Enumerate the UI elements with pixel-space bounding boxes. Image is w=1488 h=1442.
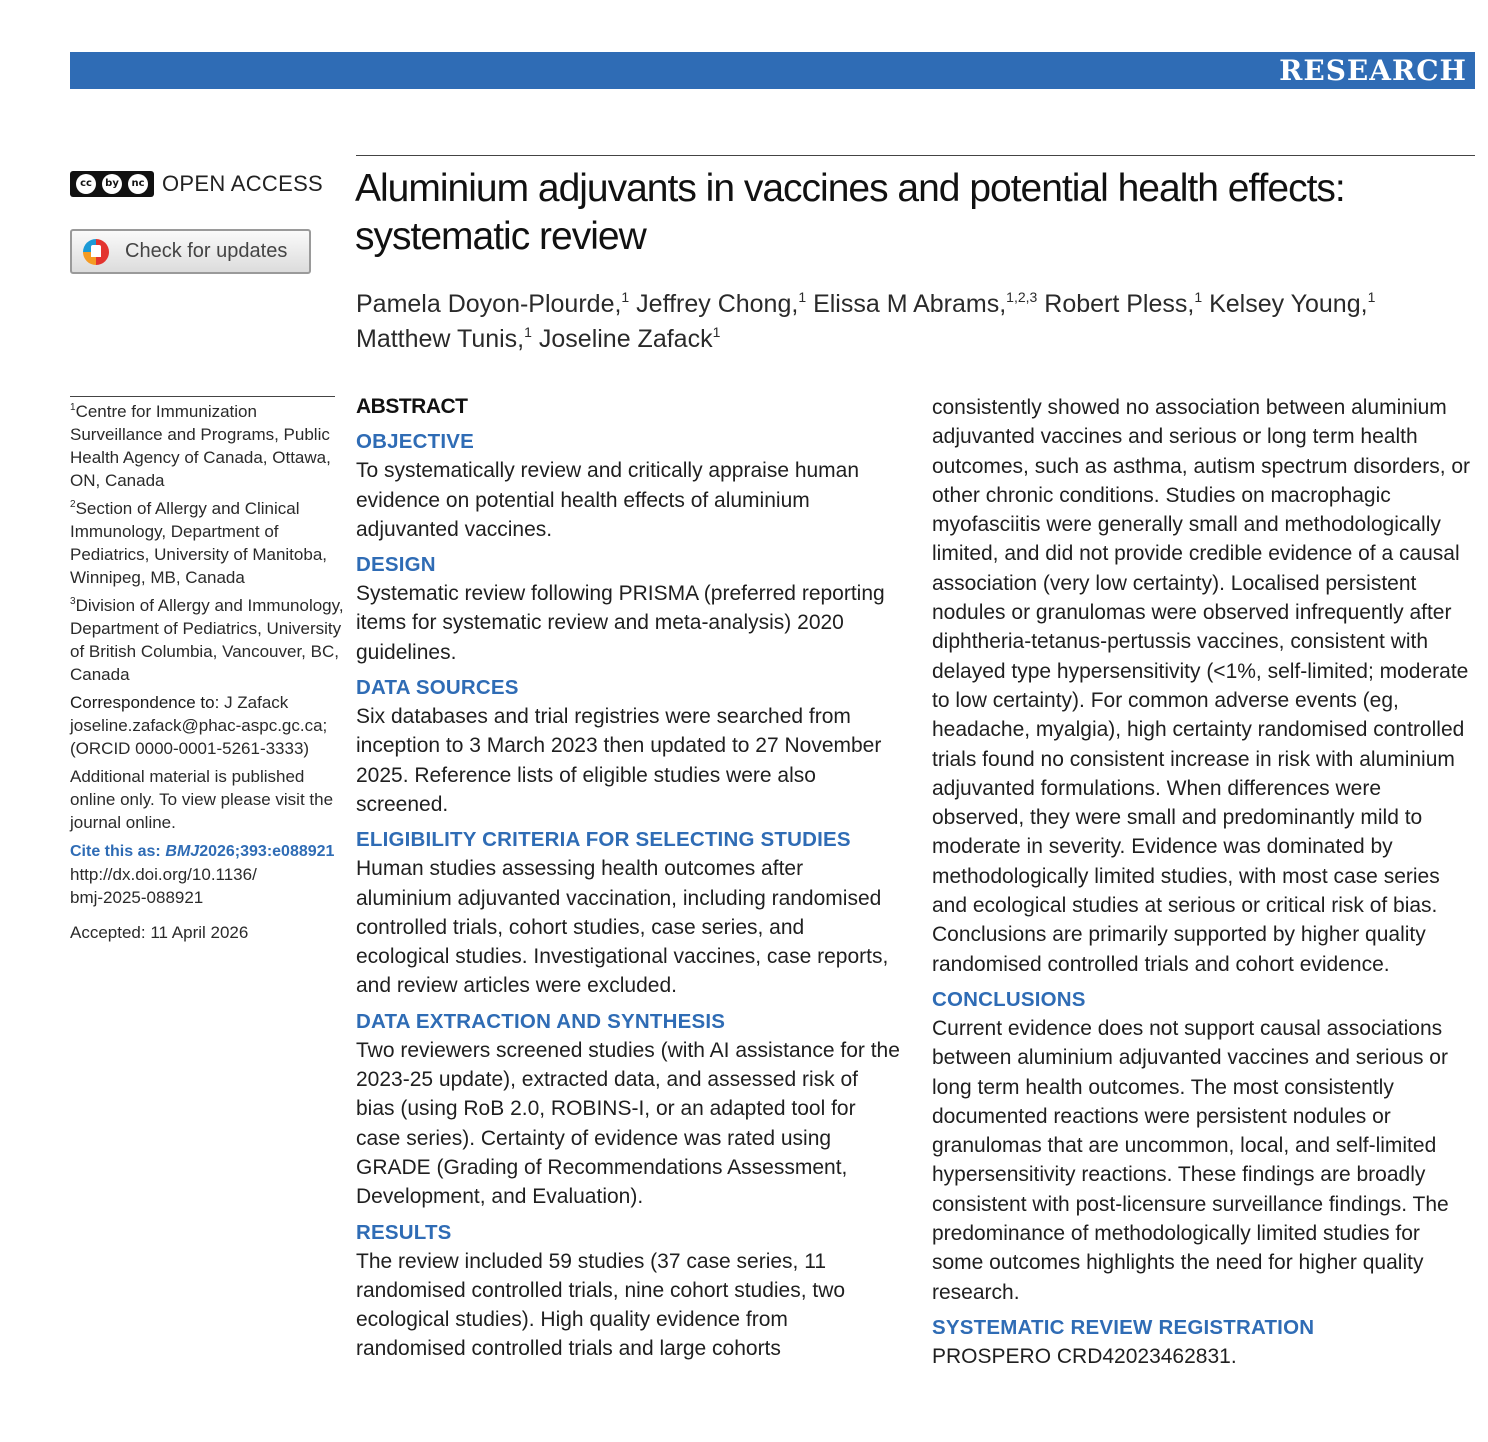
doi-link[interactable]: http://dx.doi.org/10.1136/ bmj-2025-088921 (70, 865, 257, 907)
conclusions-text: Current evidence does not support causal associations between aluminium adjuvanted vaccines and serious or long term health outcomes. The most consistently documented reactions were persistent nodules or granulomas that are uncommon, local, and self-limited hypersensitivity reactions. These findings are broadly consistent with post-licensure surveillance findings. The predominance of methodologically limited studies for some outcomes highlights the need for higher quality research. (932, 1016, 1449, 1304)
article-sidebar (70, 400, 345, 949)
sidebar-divider (70, 396, 335, 397)
article-title: Aluminium adjuvants in vaccines and potential health effects: systematic review (355, 167, 1345, 258)
cite-journal: BMJ (165, 843, 200, 860)
author: Joseline Zafack$^1$ (538, 324, 721, 353)
cc-icon: cc (76, 174, 96, 194)
author: Jeffrey Chong,$^1$ (636, 289, 807, 318)
additional-material-note: Additional material is published online only. To view please visit the journal online. (70, 767, 334, 832)
objective-heading: OBJECTIVE (356, 430, 474, 454)
section-banner (70, 52, 1475, 89)
accepted-label: Accepted: (70, 923, 146, 942)
design-heading: DESIGN (356, 553, 436, 577)
abstract-column-left (356, 392, 901, 1368)
affiliation: $^2$Section of Allergy and Clinical Immunology, Department of Pediatrics, University of Manitoba, Winnipeg, MB, Canada (70, 499, 327, 587)
by-icon: by (102, 174, 122, 194)
eligibility-text: Human studies assessing health outcomes after aluminium adjuvanted vaccination, including randomised controlled trials, cohort studies, case series, and ecological studies. Investigational vaccines, case reports, and review articles were excluded. (356, 857, 889, 998)
author: Pamela Doyon-Plourde,$^1$ (356, 289, 630, 318)
accepted-value: 11 April 2026 (150, 923, 249, 942)
open-access-label: OPEN ACCESS (162, 171, 324, 196)
design-text: Systematic review following PRISMA (preferred reporting items for systematic review and meta-analysis) 2020 guidelines. (356, 582, 885, 664)
data-sources-heading: DATA SOURCES (356, 676, 519, 700)
open-access-badge[interactable] (70, 170, 323, 198)
objective-text: To systematically review and critically appraise human evidence on potential health effects of aluminium adjuvanted vaccines. (356, 459, 860, 541)
section-label: RESEARCH (1279, 54, 1467, 87)
author: Elissa M Abrams,$^{1,2,3}$ (813, 289, 1038, 318)
author: Robert Pless,$^1$ (1044, 289, 1203, 318)
affiliation: $^1$Centre for Immunization Surveillance and Programs, Public Health Agency of Canada, Ottawa, ON, Canada (70, 402, 331, 490)
registration-text[interactable]: PROSPERO CRD42023462831. (932, 1344, 1237, 1368)
nc-icon: nc (128, 174, 148, 194)
extraction-text: Two reviewers screened studies (with AI assistance for the 2023-25 update), extracted data, and assessed risk of bias (using RoB 2.0, ROBINS-I, or an adapted tool for case series). Certainty of evidence was rated using GRADE (Grading of Recommendations Assessment, Development, and Evaluation). (356, 1038, 900, 1209)
author: Kelsey Young,$^1$ (1209, 289, 1376, 318)
correspondence-orcid: (ORCID 0000-0001-5261-3333) (70, 739, 310, 758)
title-divider (356, 155, 1475, 156)
correspondence-label: Correspondence to: (70, 693, 220, 712)
citation (70, 839, 345, 909)
conclusions-heading: CONCLUSIONS (932, 987, 1086, 1011)
abstract-column-right (932, 393, 1477, 1375)
correspondence-name: J Zafack (224, 693, 289, 712)
correspondence-email[interactable]: joseline.zafack@phac-aspc.gc.ca; (70, 716, 328, 735)
extraction-heading: DATA EXTRACTION AND SYNTHESIS (356, 1009, 726, 1033)
cite-reference: 2026;393:e088921 (199, 843, 335, 860)
author-list (356, 287, 1466, 357)
correspondence (70, 691, 345, 760)
accepted-date (70, 921, 345, 944)
abstract-heading: ABSTRACT (356, 395, 468, 418)
check-for-updates-button[interactable] (70, 229, 311, 274)
registration-heading: SYSTEMATIC REVIEW REGISTRATION (932, 1315, 1315, 1339)
results-text-part2: consistently showed no association between aluminium adjuvanted vaccines and serious or long term health outcomes, such as asthma, autism spectrum disorders, or other chronic conditions. Studies on macrophagic myofasciitis were generally small and methodologically limited, and did not provide credible evidence of a causal association (very low certainty). Localised persistent nodules or granulomas were observed infrequently after diphtheria-tetanus-pertussis vaccines, consistent with delayed type hypersensitivity (<1%, self-limited; moderate to low certainty). For common adverse events (eg, headache, myalgia), high certainty randomised controlled trials found no consistent increase in risk with aluminium adjuvanted formulations. When differences were observed, they were small and predominantly mild to moderate in severity. Evidence was dominated by methodologically limited studies, with most case series and ecological studies at serious or critical risk of bias. Conclusions are primarily supported by higher quality randomised controlled trials and cohort evidence. (932, 396, 1471, 976)
crossmark-icon (83, 239, 109, 265)
data-sources-text: Six databases and trial registries were searched from inception to 3 March 2023 then updated to 27 November 2025. Reference lists of eligible studies were also screened. (356, 705, 882, 816)
creative-commons-license-icon[interactable] (70, 171, 154, 197)
check-for-updates-label: Check for updates (125, 240, 288, 262)
results-text-part1: The review included 59 studies (37 case series, 11 randomised controlled trials, nine cohort studies, two ecological studies). High quality evidence from randomised controlled trials and large cohorts (356, 1249, 846, 1361)
results-heading: RESULTS (356, 1220, 452, 1244)
eligibility-heading: ELIGIBILITY CRITERIA FOR SELECTING STUDIES (356, 828, 851, 852)
cite-label: Cite this as: (70, 843, 161, 860)
affiliation: $^3$Division of Allergy and Immunology, Department of Pediatrics, University of British Columbia, Vancouver, BC, Canada (70, 596, 344, 684)
author: Matthew Tunis,$^1$ (356, 324, 532, 353)
